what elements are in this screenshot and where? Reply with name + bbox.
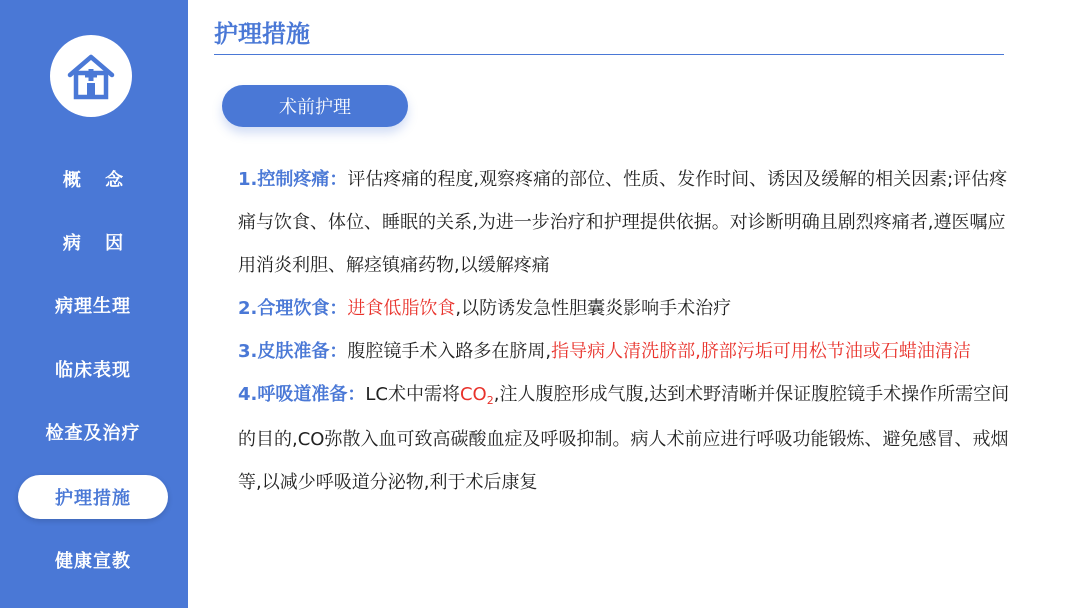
nav-item-health-education[interactable]: 健康宣教	[55, 551, 131, 572]
section-tab-preoperative-care[interactable]: 术前护理	[222, 85, 408, 127]
co2-text: CO	[459, 384, 487, 405]
co2-subscript: 2	[486, 394, 494, 407]
diet-highlight: 进食低脂饮食	[347, 298, 456, 319]
skin-prep-text: 腹腔镜手术入路多在脐周,	[347, 341, 552, 362]
diet-text: ,以防诱发急性胆囊炎影响手术治疗	[455, 298, 732, 319]
paragraph-diet	[238, 287, 1018, 330]
skin-prep-label: 3.皮肤准备：	[238, 341, 348, 362]
nav-item-clinical-manifestations[interactable]: 临床表现	[55, 360, 131, 381]
nav-item-examination-treatment[interactable]: 检查及治疗	[45, 423, 141, 444]
respiratory-prep-text-c: 弥散入血可致高碳酸血症及呼吸抑制。病人术前应进行呼吸功能锻炼、避免感冒、戒烟等,以减少呼吸道分泌物,利于术后康复	[238, 429, 1009, 493]
paragraph-pain-control	[238, 158, 1018, 287]
co2-highlight	[460, 384, 494, 405]
sidebar	[0, 0, 188, 608]
pain-control-label: 1.控制疼痛：	[238, 169, 348, 190]
house-medical-icon	[66, 51, 116, 101]
content-body	[238, 158, 1018, 504]
nav-item-concept[interactable]: 概 念	[62, 170, 133, 191]
logo	[50, 35, 132, 117]
respiratory-prep-label: 4.呼吸道准备：	[238, 384, 366, 405]
paragraph-skin-prep	[238, 330, 1018, 373]
nav-item-etiology[interactable]: 病 因	[62, 233, 133, 254]
respiratory-prep-text-a: LC术中需将	[365, 384, 460, 405]
nav-item-nursing-measures[interactable]: 护理措施	[18, 475, 168, 519]
skin-prep-highlight: 指导病人清洗脐部,脐部污垢可用松节油或石蜡油清洁	[551, 341, 971, 362]
pain-control-text: 评估疼痛的程度,观察疼痛的部位、性质、发作时间、诱因及缓解的相关因素;评估疼痛与饮食、体位、睡眠的关系,为进一步治疗和护理提供依据。对诊断明确且剧烈疼痛者,遵医嘱应用消炎利胆、解痉镇痛药物,以缓解疼痛	[238, 169, 1008, 276]
respiratory-prep-text-b: ,注人腹腔形成气腹,达到术野清晰并保证腹腔镜手术操作所需空间的目的,CO	[238, 384, 1010, 450]
paragraph-respiratory-prep	[238, 373, 1018, 504]
diet-label: 2.合理饮食：	[238, 298, 348, 319]
nav-item-pathophysiology[interactable]: 病理生理	[55, 296, 131, 317]
title-divider	[214, 54, 1004, 55]
page-title: 护理措施	[214, 20, 310, 48]
